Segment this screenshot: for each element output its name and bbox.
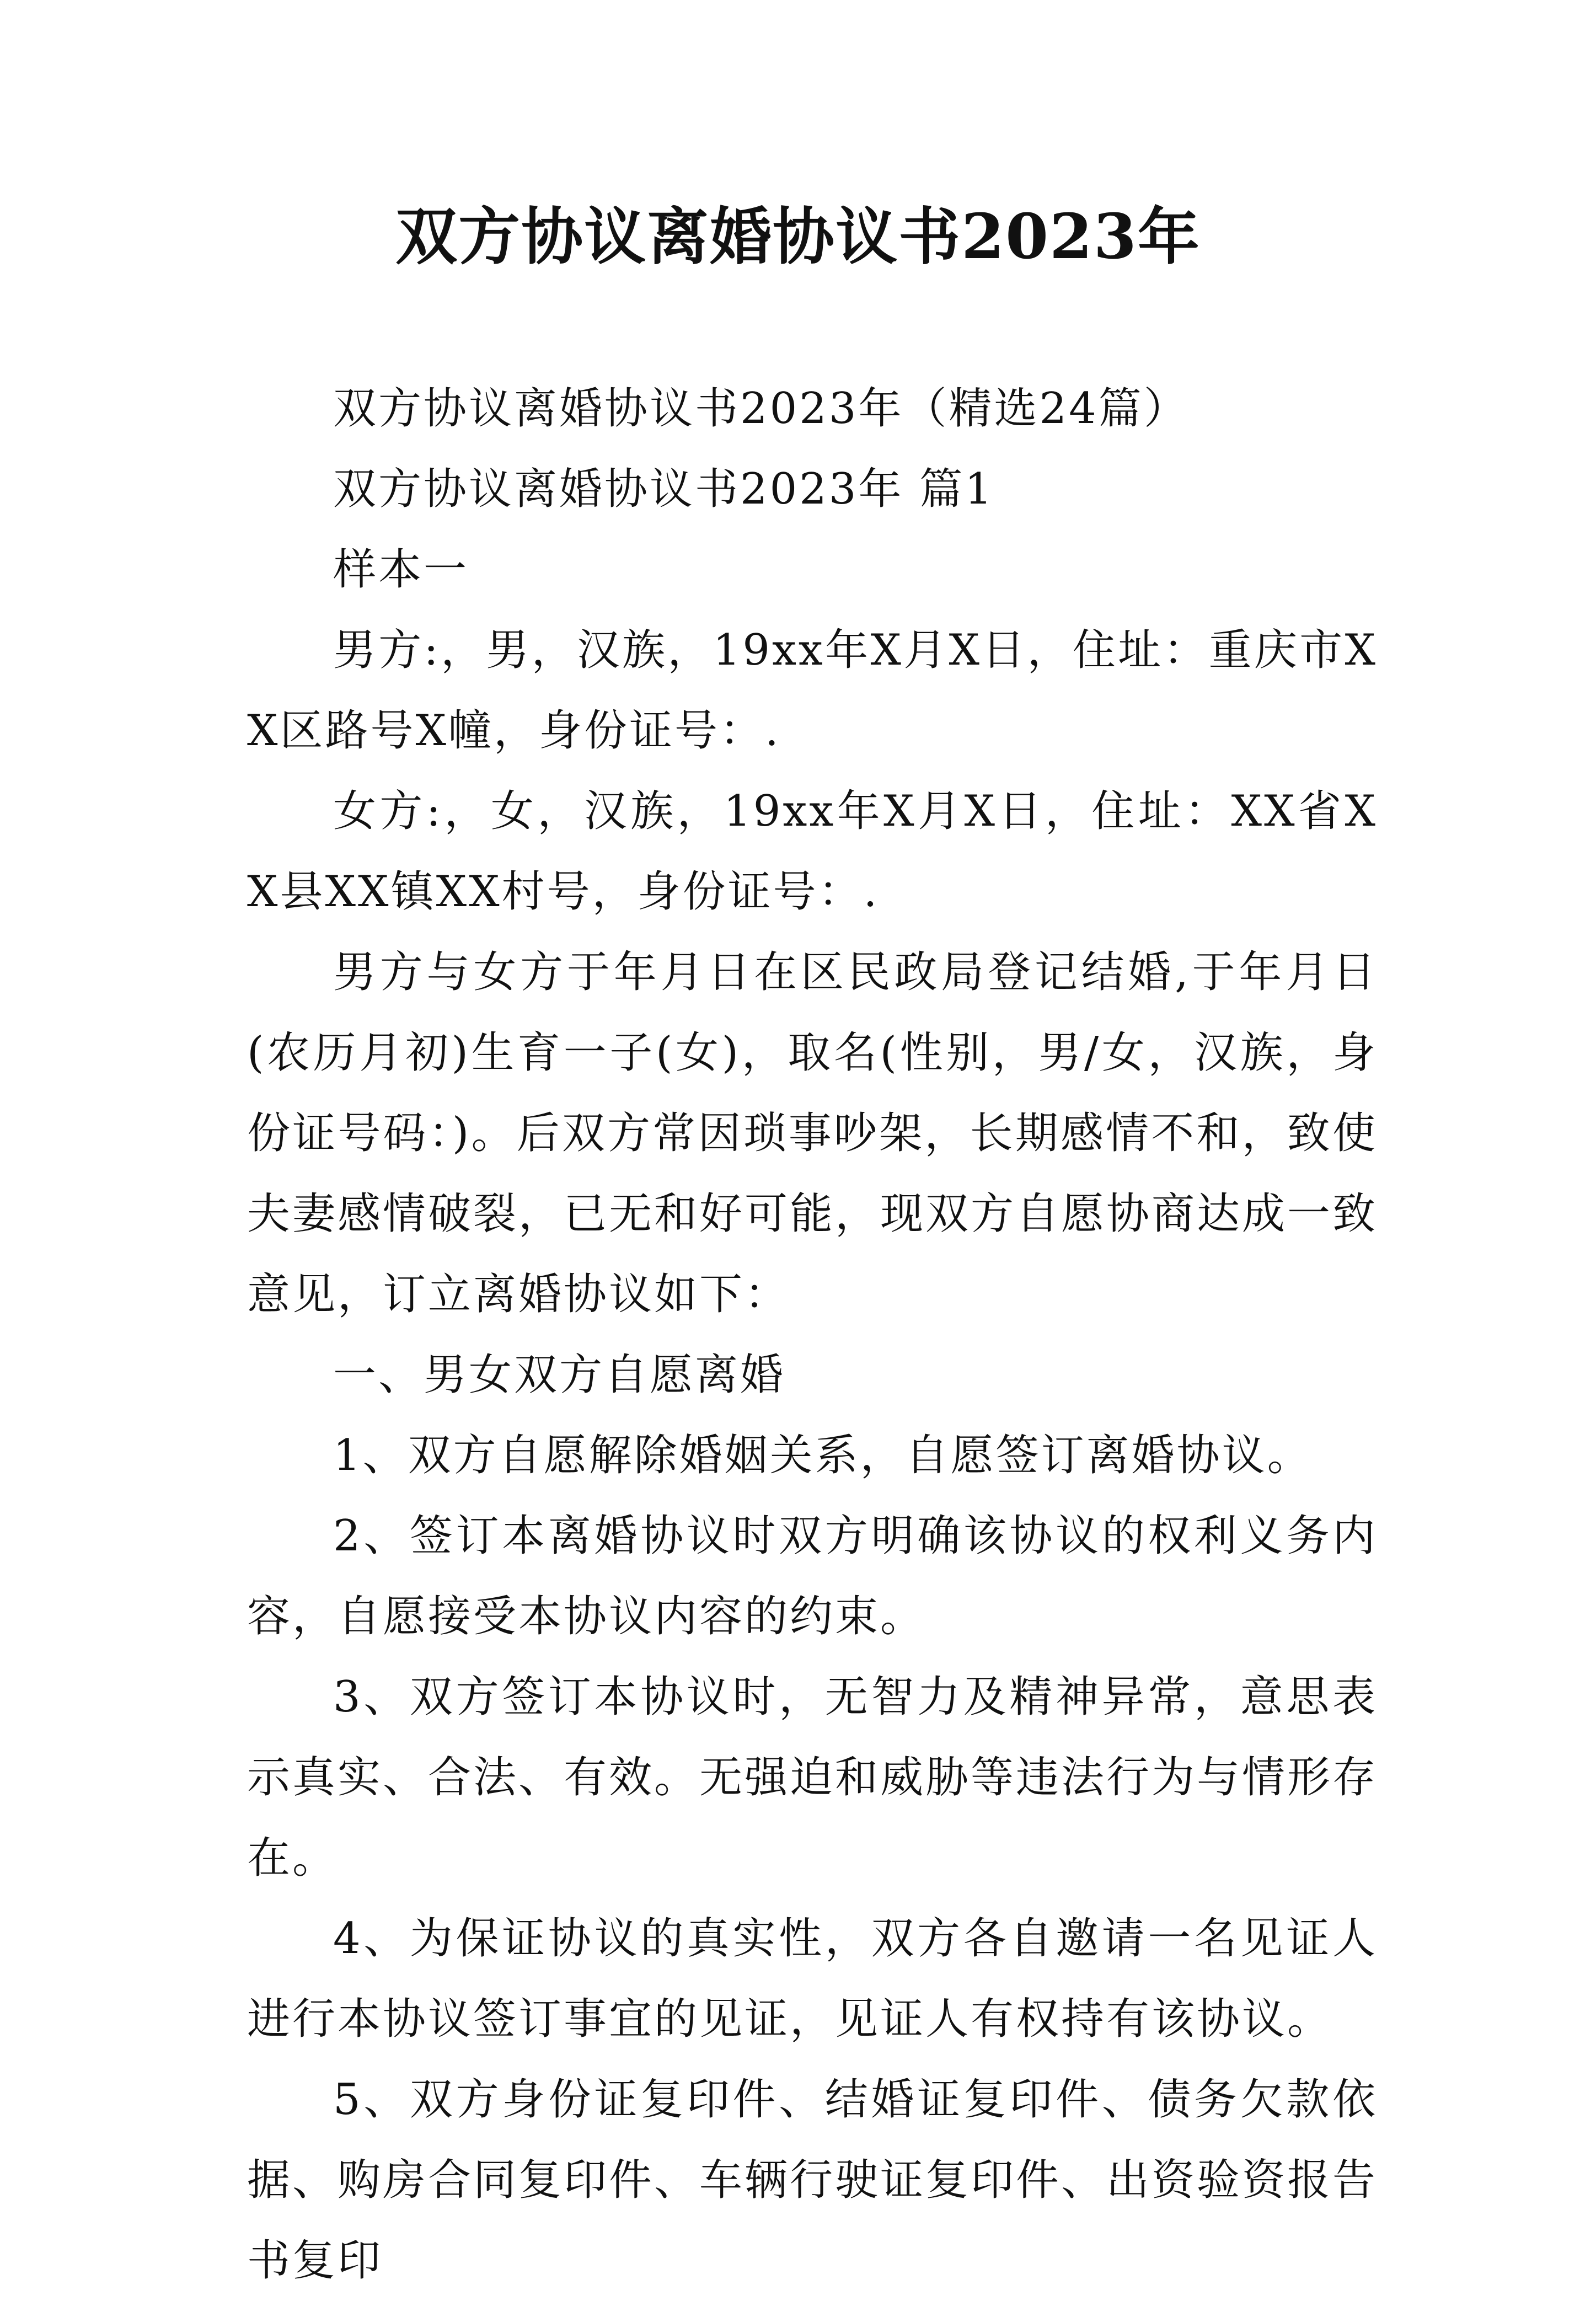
paragraph-subtitle: 双方协议离婚协议书2023年（精选24篇）: [333, 384, 1189, 434]
paragraph-background: 男方与女方于年月日在区民政局登记结婚,于年月日(农历月初)生育一子(女)，取名(性别，男/女，汉族，身份证号码：)。后双方常因琐事吵架，长期感情不和，致使夫妻感情破裂，已无和好可能，现双方自愿协商达成一致意见，订立离婚协议如下：: [247, 948, 1378, 1319]
paragraph-item-1: 1、双方自愿解除婚姻关系，自愿签订离婚协议。: [333, 1431, 1313, 1480]
document-title: 双方协议离婚协议书2023年: [395, 201, 1201, 273]
paragraph-section-heading: 双方协议离婚协议书2023年 篇1: [333, 464, 994, 514]
document-body: [247, 368, 1378, 2301]
paragraph-item-3: 3、双方签订本协议时，无智力及精神异常，意思表示真实、合法、有效。无强迫和威胁等违法行为与情形存在。: [247, 1672, 1378, 1883]
paragraph-item-2: 2、签订本离婚协议时双方明确该协议的权利义务内容，自愿接受本协议内容的约束。: [247, 1511, 1378, 1641]
paragraph-male-party: 男方:，男，汉族，19xx年X月X日，住址：重庆市XX区路号X幢，身份证号：.: [247, 625, 1378, 756]
paragraph-sample-label: 样本一: [333, 545, 469, 595]
paragraph-item-4: 4、为保证协议的真实性，双方各自邀请一名见证人进行本协议签订事宜的见证，见证人有权持有该协议。: [247, 1914, 1378, 2044]
paragraph-female-party: 女方:，女，汉族，19xx年X月X日，住址：XX省XX县XX镇XX村号，身份证号：.: [247, 786, 1378, 917]
paragraph-clause-heading: 一、男女双方自愿离婚: [333, 1350, 786, 1400]
paragraph-item-5: 5、双方身份证复印件、结婚证复印件、债务欠款依据、购房合同复印件、车辆行驶证复印件、出资验资报告书复印: [247, 2075, 1378, 2286]
